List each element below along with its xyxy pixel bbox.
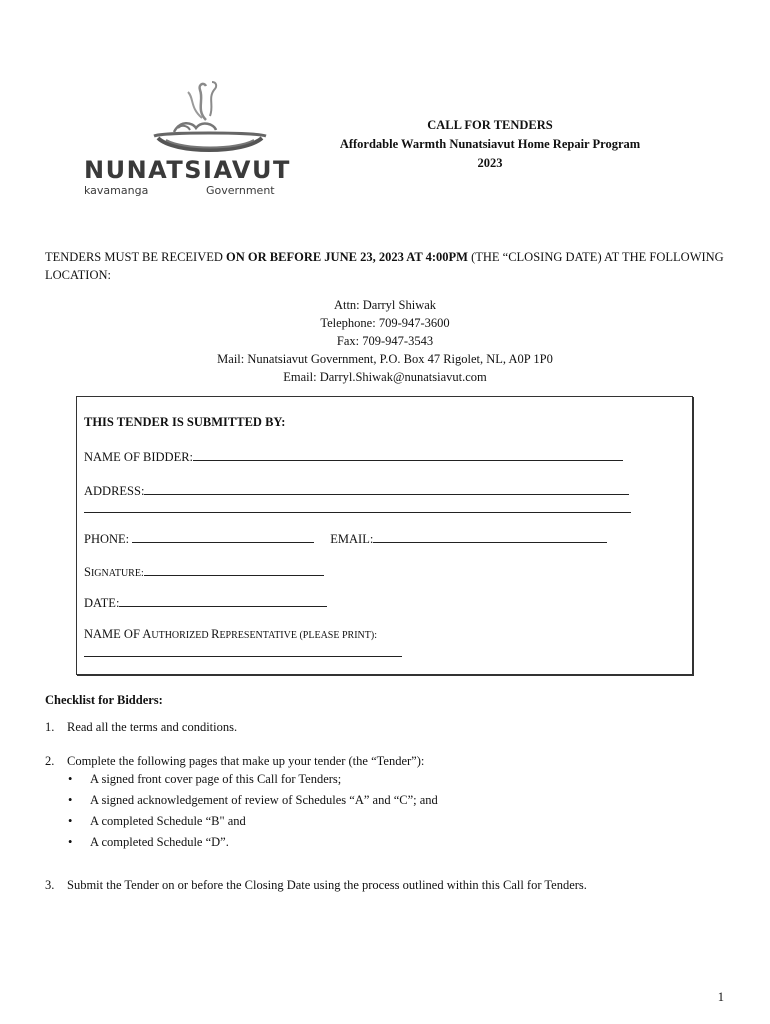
address-row-2	[84, 501, 631, 517]
closing-date-text: ON OR BEFORE JUNE 23, 2023 AT 4:00PM	[226, 250, 468, 264]
date-row	[84, 595, 327, 611]
contact-mail: Mail: Nunatsiavut Government, P.O. Box 47 Rigolet, NL, A0P 1P0	[217, 352, 553, 366]
address-label: ADDRESS:	[84, 484, 145, 498]
item-text: Submit the Tender on or before the Closing Date using the process outlined within this Call for Tenders.	[67, 878, 587, 892]
phone-email-row	[84, 531, 607, 547]
bullet-icon: •	[68, 772, 73, 786]
bullet-icon: •	[68, 793, 73, 807]
intro-text-end: (THE “CLOSING DATE) AT THE FOLLOWING LOCATION:	[45, 250, 724, 282]
item-text: Complete the following pages that make up your tender (the “Tender”):	[67, 754, 425, 768]
signature-row	[84, 564, 324, 580]
contact-attn: Attn: Darryl Shiwak	[333, 298, 437, 312]
header-program: Affordable Warmth Nunatsiavut Home Repair Program	[339, 137, 641, 151]
contact-fax: Fax: 709-947-3543	[336, 334, 434, 348]
contact-email: Email: Darryl.Shiwak@nunatsiavut.com	[283, 370, 487, 384]
phone-field[interactable]	[132, 531, 314, 543]
page-number: 1	[717, 990, 724, 1004]
logo-subtitle-right: Government	[206, 184, 275, 197]
checklist-item-1	[45, 720, 237, 735]
intro-paragraph	[45, 248, 730, 284]
qulliq-lamp-icon	[144, 80, 284, 160]
checklist-heading: Checklist for Bidders:	[45, 693, 163, 707]
header-title: CALL FOR TENDERS	[427, 118, 553, 132]
list-item: • A completed Schedule “B" and	[68, 811, 438, 832]
representative-field[interactable]	[84, 645, 402, 657]
list-item: • A completed Schedule “D”.	[68, 832, 438, 853]
address-field-line1[interactable]	[144, 483, 629, 495]
email-field[interactable]	[373, 531, 607, 543]
representative-row	[84, 627, 377, 642]
representative-row-2	[84, 645, 402, 661]
phone-label: PHONE:	[84, 532, 133, 546]
header-year: 2023	[477, 156, 503, 170]
list-item: • A signed acknowledgement of review of Schedules “A” and “C”; and	[68, 790, 438, 811]
item-number: 2.	[45, 754, 55, 768]
contact-telephone: Telephone: 709-947-3600	[320, 316, 450, 330]
email-label: EMAIL:	[330, 532, 374, 546]
document-header	[330, 116, 650, 173]
date-label: DATE:	[84, 596, 120, 610]
tender-pages-list	[68, 769, 438, 853]
intro-text-start: TENDERS MUST BE RECEIVED	[45, 250, 227, 264]
checklist-item-3	[45, 878, 587, 893]
form-title: THIS TENDER IS SUBMITTED BY:	[84, 415, 286, 429]
address-row	[84, 483, 629, 499]
signature-label: SIGNATURE:	[84, 565, 144, 579]
list-item: • A signed front cover page of this Call for Tenders;	[68, 769, 438, 790]
contact-block	[0, 296, 770, 386]
bidder-form-box	[76, 396, 693, 675]
signature-field[interactable]	[144, 564, 324, 576]
bidder-name-field[interactable]	[193, 449, 623, 461]
logo-wordmark: NUNATSIAVUT	[84, 156, 291, 184]
representative-label: NAME OF AUTHORIZED REPRESENTATIVE (PLEASE PRINT):	[84, 627, 377, 641]
bidder-name-label: NAME OF BIDDER:	[84, 450, 194, 464]
checklist-item-2	[45, 754, 424, 769]
nunatsiavut-logo	[84, 80, 289, 200]
bidder-name-row	[84, 449, 623, 465]
bullet-icon: •	[68, 814, 73, 828]
address-field-line2[interactable]	[84, 501, 631, 513]
item-text: Read all the terms and conditions.	[67, 720, 238, 734]
bullet-icon: •	[68, 835, 73, 849]
item-number: 1.	[45, 720, 55, 734]
logo-subtitle-left: kavamanga	[84, 184, 149, 197]
item-number: 3.	[45, 878, 55, 892]
date-field[interactable]	[119, 595, 327, 607]
